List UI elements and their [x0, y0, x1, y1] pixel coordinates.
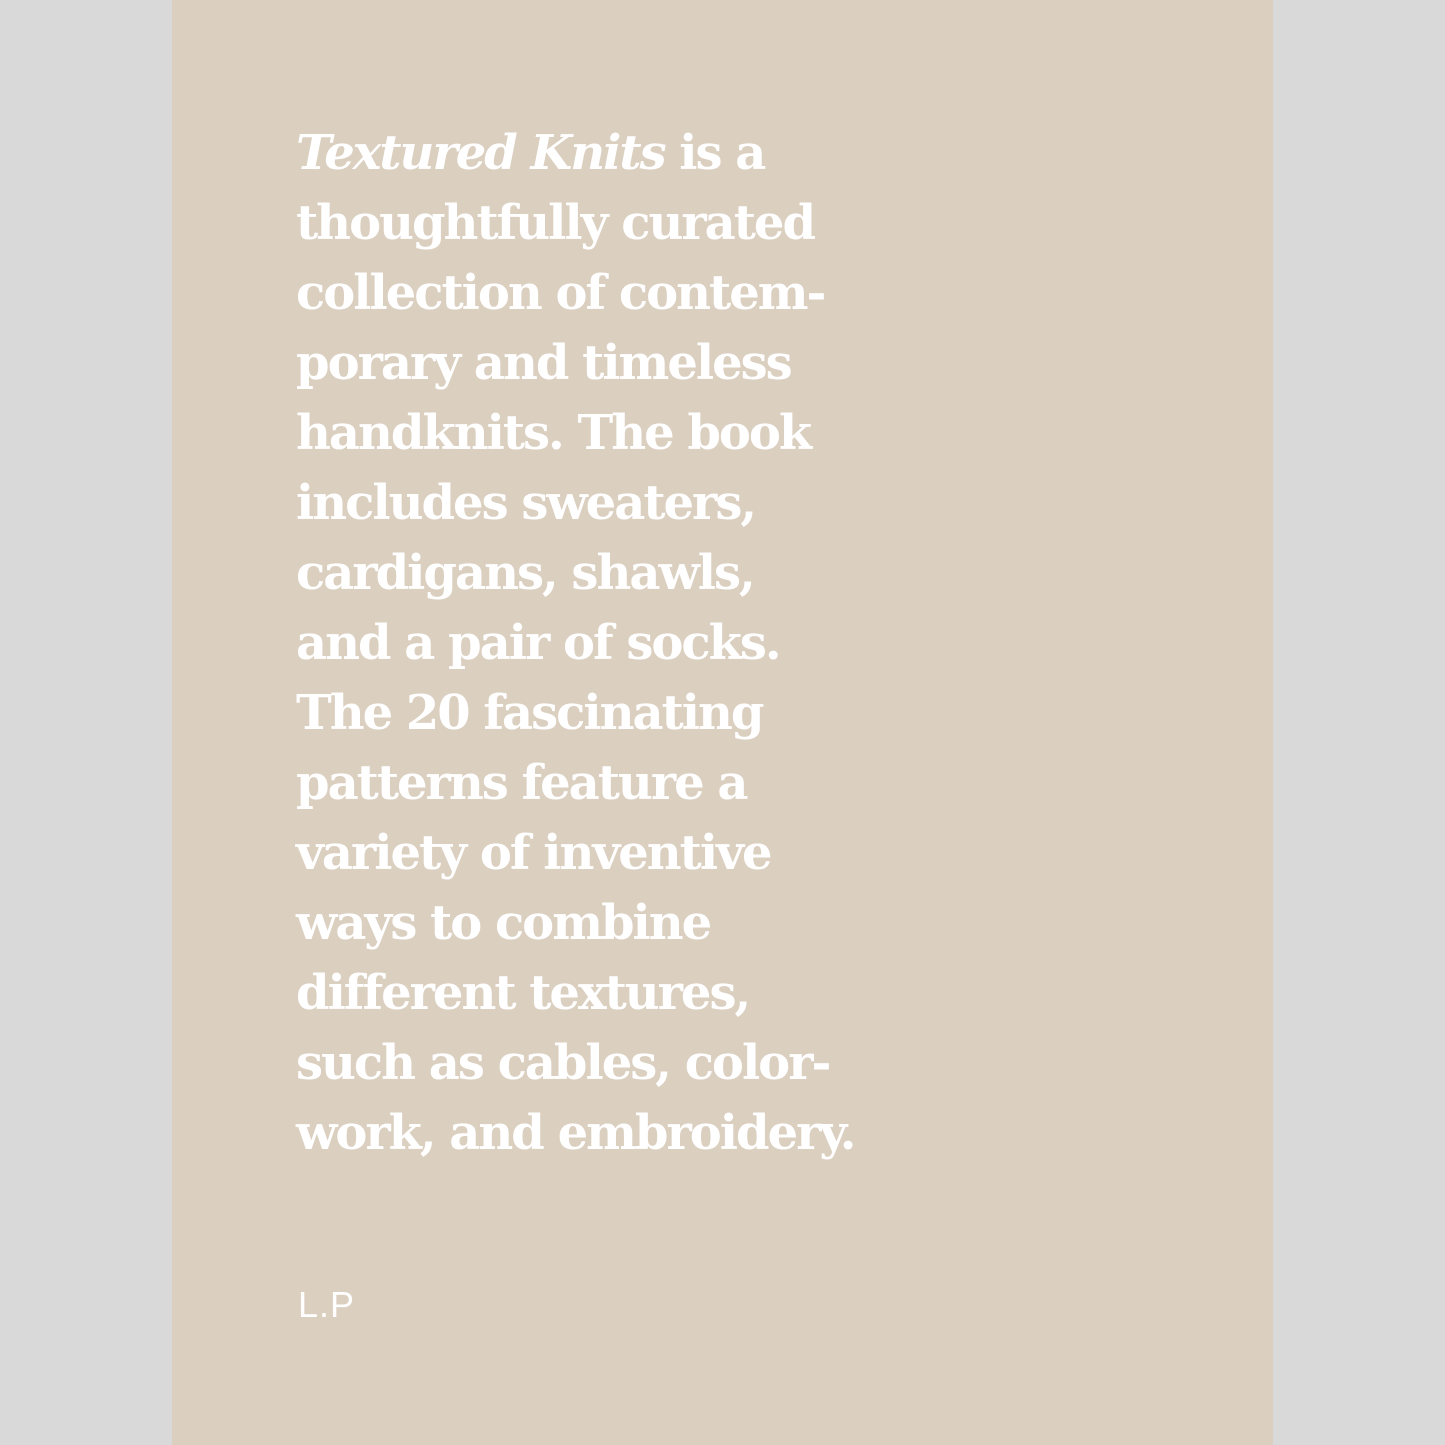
- blurb-line-9: The 20 fascinating: [296, 685, 763, 741]
- book-title: Textured Knits: [296, 125, 665, 181]
- blurb-line-11: variety of inventive: [296, 825, 771, 881]
- blurb-line-6: includes sweaters,: [296, 475, 756, 531]
- blurb-line-1: [296, 118, 855, 188]
- blurb-line-4: porary and timeless: [296, 335, 791, 391]
- blurb-line-3: collection of contem-: [296, 265, 825, 321]
- blurb-line-10: patterns feature a: [296, 755, 747, 811]
- blurb-line-2: thoughtfully curated: [296, 195, 815, 251]
- blurb-line-12: ways to combine: [296, 895, 711, 951]
- publisher-logo: L.P: [298, 1284, 356, 1325]
- cover-blurb: [296, 118, 855, 1168]
- blurb-line-1-rest: is a: [664, 125, 765, 181]
- blurb-line-8: and a pair of socks.: [296, 615, 780, 671]
- blurb-line-7: cardigans, shawls,: [296, 545, 754, 601]
- blurb-line-13: different textures,: [296, 965, 750, 1021]
- blurb-line-15: work, and embroidery.: [296, 1105, 855, 1161]
- blurb-line-14: such as cables, color-: [296, 1035, 830, 1091]
- blurb-line-5: handknits. The book: [296, 405, 811, 461]
